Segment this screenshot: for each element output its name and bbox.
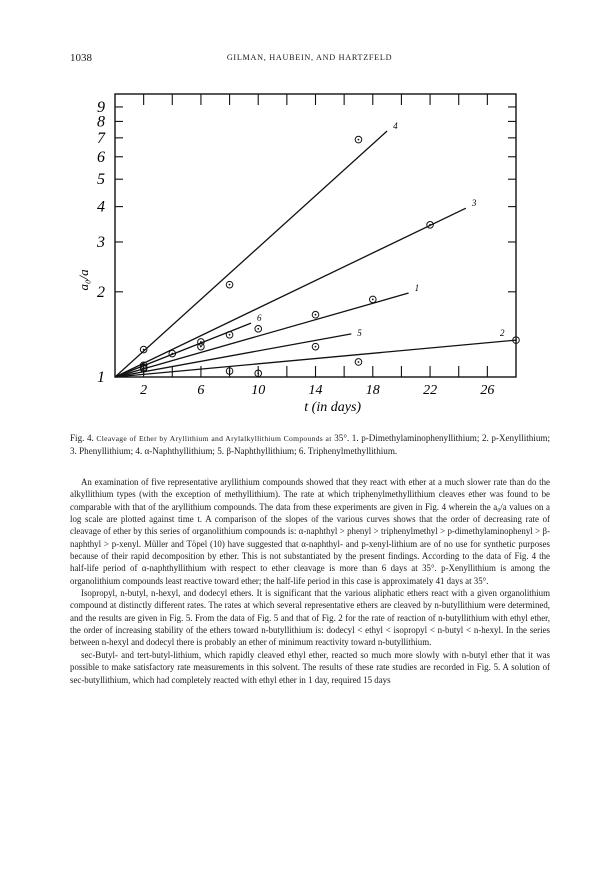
x-tick-label: 10 — [251, 383, 266, 398]
paragraph: sec-Butyl- and tert-butyl-lithium, which rapidly cleaved ethyl ether, reacted so much more slowly with n-butyl ether that it was possible to make satisfactory rate measurements in this solvent. The results of these rate studies are recorded in Fig. 5. A solution of sec-butyllithium, which had completely reacted with ethyl ether in 1 day, required 15 days — [70, 649, 550, 685]
data-point-center — [229, 370, 231, 372]
series-line — [115, 208, 466, 377]
data-point-center — [429, 224, 431, 226]
x-tick-label: 22 — [423, 383, 438, 398]
x-tick-label: 6 — [197, 383, 205, 398]
figure-label: Fig. 4. — [70, 433, 94, 443]
running-head-authors: GILMAN, HAUBEIN, AND HARTZFELD — [226, 53, 393, 62]
data-point-center — [257, 372, 259, 374]
data-point-center — [358, 361, 360, 363]
figure-caption-text: 35°. 1. p-Dimethylaminophenyllithium; 2. p-Xenyllithium; 3. Phenyllithium; 4. α-Naphthyllithium; 5. β-Naphthyllithium; 6. Triphenylmethyllithium. — [70, 433, 550, 457]
body-text — [70, 476, 550, 686]
curve-label: 3 — [471, 198, 477, 209]
series-line — [115, 131, 387, 377]
data-point-center — [315, 346, 317, 348]
x-tick-label: 14 — [308, 383, 323, 398]
figure-caption — [70, 432, 550, 458]
curve-label: 2 — [500, 328, 505, 339]
data-point-center — [143, 368, 145, 370]
y-tick-label: 3 — [97, 233, 105, 251]
running-head — [70, 52, 549, 66]
data-point-center — [200, 346, 202, 348]
data-point-center — [372, 299, 374, 301]
data-point-center — [257, 328, 259, 330]
y-tick-label: 9 — [97, 98, 105, 116]
plot-frame — [115, 94, 516, 377]
data-point-center — [229, 334, 231, 336]
x-tick-label: 2 — [140, 383, 148, 398]
curve-label: 5 — [357, 327, 362, 338]
y-tick-label: 1 — [97, 369, 105, 386]
data-point-center — [515, 339, 517, 341]
x-tick-label: 26 — [480, 383, 495, 398]
x-axis-label: t (in days) — [304, 400, 362, 415]
figure-caption-title: Cleavage of Ether by Aryllithium and Arylalkyllithium Compounds at — [96, 434, 332, 443]
paragraph: An examination of five representative aryllithium compounds showed that they react with ether at a much slower rate than do the alkyllithium types (with the exception of methyllithium). The rate at which triphenylmethyllithium cleaves ether was found to be comparable with that of the aryllithium compounds. The data from these experiments are given in Fig. 4 wherein the a₀/a values on a log scale are plotted against time t. A comparison of the slopes of the various curves shows that the order of decreasing rate of cleavage of ether by this series of organolithium compounds is: α-naphthyl > phenyl > triphenylmethyl > p-dimethylaminophenyl > β-naphthyl > p-xenyl. Müller and Töpel (10) have suggested that α-naphthyl- and p-xenyl-lithium are of no use for synthetic purposes because of their rapid decomposition by ether. This is not substantiated by the present findings. According to the data of Fig. 4 the half-life period of α-naphthyllithium with respect to ether cleavage is more than 6 days at 35°. p-Xenyllithium is among the organolithium compounds least reactive toward ether; the half-life period in this case is approximately 41 days at 35°. — [70, 477, 550, 586]
figure-4-plot — [70, 82, 520, 422]
data-point-center — [358, 139, 360, 141]
paragraph: Isopropyl, n-butyl, n-hexyl, and dodecyl ethers. It is significant that the various aliphatic ethers react with a given organolithium compound at distinctly different rates. The rates at which several representative ethers are cleaved by n-butyllithium were determined, and the results are given in Fig. 5. From the data of Fig. 5 and that of Fig. 2 for the rate of reaction of n-butyllithium with ethyl ether, the order of increasing stability of the ethers toward n-butyllithium is: dodecyl < ethyl < isopropyl < n-butyl < n-hexyl. In the series between n-hexyl and dodecyl there is probably an ether of minimum reactivity toward n-butyllithium. — [70, 588, 550, 648]
data-point-center — [315, 314, 317, 316]
y-tick-label: 8 — [97, 113, 105, 131]
y-tick-label: 4 — [97, 198, 105, 216]
data-point-center — [171, 353, 173, 355]
curve-label: 1 — [414, 283, 420, 294]
y-tick-label: 5 — [97, 171, 105, 189]
data-point-center — [200, 341, 202, 343]
y-axis-label: a₀/a — [76, 269, 91, 291]
page-number: 1038 — [70, 52, 92, 64]
y-tick-label: 7 — [97, 129, 105, 147]
data-point-center — [143, 349, 145, 351]
series-line — [115, 293, 409, 377]
curve-label: 4 — [393, 121, 398, 132]
x-tick-label: 18 — [365, 383, 380, 398]
y-tick-label: 2 — [97, 283, 105, 301]
curve-label: 6 — [257, 313, 262, 324]
data-point-center — [229, 284, 231, 286]
y-tick-label: 6 — [97, 148, 105, 166]
